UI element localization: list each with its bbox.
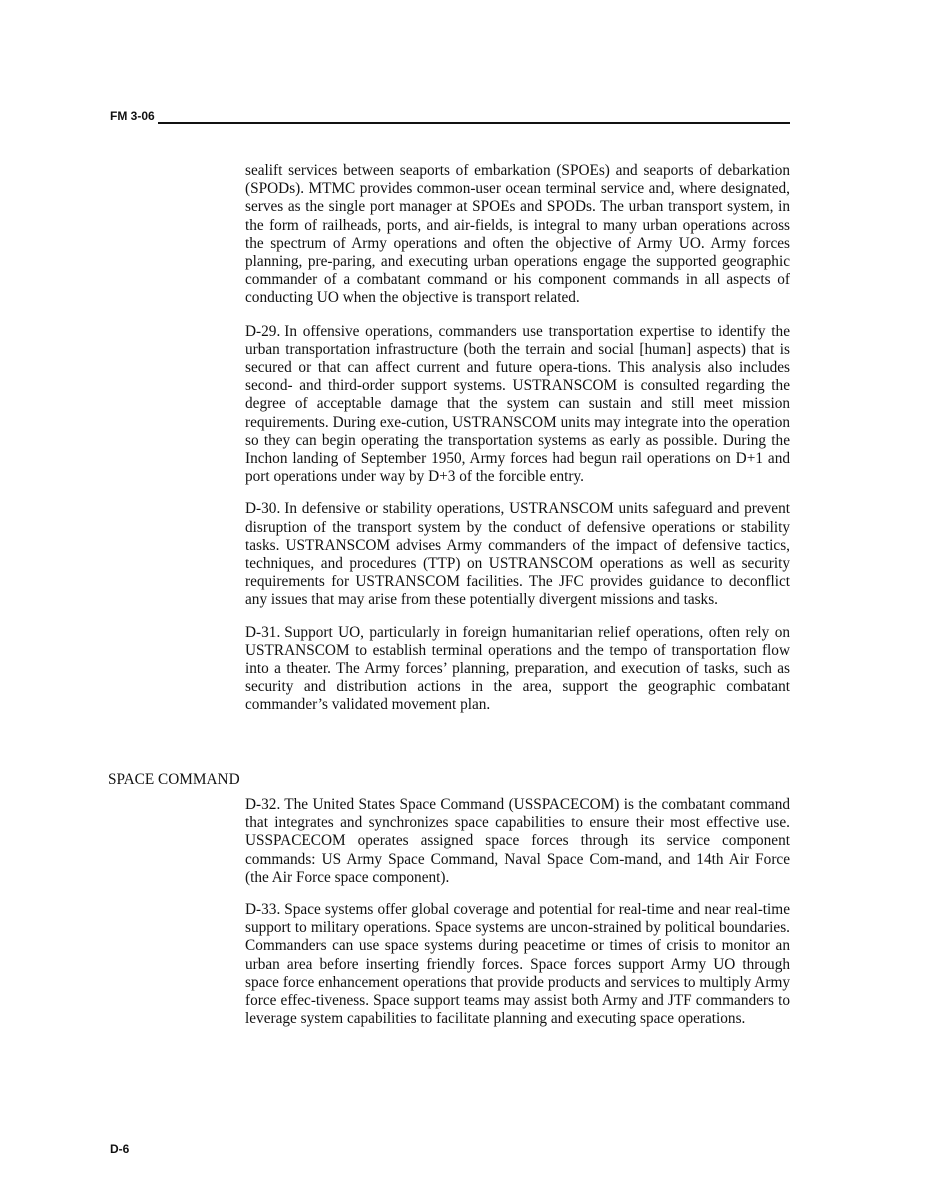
paragraph-d-31 bbox=[245, 624, 790, 715]
header-rule bbox=[158, 122, 790, 124]
paragraph-text: Support UO, particularly in foreign humanitarian relief operations, often rely on USTRANSCOM to establish terminal operations and the tempo of transportation flow into a theater. The Army forces’ planning, preparation, and execution of tasks, such as security and distribution actions in the area, support the geographic combatant commander’s validated movement plan. bbox=[245, 623, 790, 714]
paragraph-text: In offensive operations, commanders use transportation expertise to identify the urban transportation infrastructure (both the terrain and social [human] aspects) that is secured or that can affect current and future opera-tions. This analysis also includes second- and third-order support systems. USTRANSCOM is consulted regarding the degree of acceptable damage that the system can sustain and still meet mission requirements. During exe-cution, USTRANSCOM units may integrate into the operation so they can begin operating the transportation systems as early as possible. During the Inchon landing of September 1950, Army forces had begun rail operations on D+1 and port operations under way by D+3 of the forcible entry. bbox=[245, 322, 790, 486]
paragraph-d-30 bbox=[245, 500, 790, 609]
paragraph-number: D-33. bbox=[245, 901, 281, 919]
paragraph-number: D-32. bbox=[245, 796, 281, 813]
paragraph-d-29 bbox=[245, 323, 790, 487]
section-heading: SPACE COMMAND bbox=[108, 771, 240, 788]
paragraph-d-33 bbox=[245, 901, 790, 1028]
running-header bbox=[110, 108, 790, 126]
paragraph-text: In defensive or stability operations, USTRANSCOM units safeguard and prevent disruption of the transport system by the conduct of defensive operations or stability tasks. USTRANSCOM advises Army commanders of the impact of defensive tactics, techniques, and procedures (TTP) on USTRANSCOM operations as well as security requirements for USTRANSCOM facilities. The JFC provides guidance to deconflict any issues that may arise from these potentially divergent missions and tasks. bbox=[245, 500, 790, 609]
paragraph-text: The United States Space Command (USSPACECOM) is the combatant command that integrates and synchronizes space capabilities to ensure their most effective use. USSPACECOM operates assigned space forces through its service component commands: US Army Space Command, Naval Space Com-mand, and 14th Air Force (the Air Force space component). bbox=[245, 796, 790, 886]
manual-designation: FM 3-06 bbox=[110, 109, 155, 123]
body-column-bottom bbox=[245, 796, 790, 1028]
paragraph-text: sealift services between seaports of embarkation (SPOEs) and seaports of debarkation (SPODs). MTMC provides common-user ocean terminal service and, where designated, serves as the single port manager at SPOEs and SPODs. The urban transport system, in the form of railheads, ports, and air-fields, is integral to many urban operations across the spectrum of Army operations and often the objective of Army UO. Army forces planning, pre-paring, and executing urban operations engage the supported geographic commander of a combatant command or his component commands in all aspects of conducting UO when the objective is transport related. bbox=[245, 162, 790, 307]
paragraph-continuation bbox=[245, 162, 790, 308]
paragraph-text: Space systems offer global coverage and potential for real-time and near real-time support to military operations. Space systems are uncon-strained by political boundaries. Commanders can use space systems during peacetime or times of crisis to monitor an urban area before inserting friendly forces. Space forces support Army UO through space force enhancement operations that provide products and services to multiply Army force effec-tiveness. Space support teams may assist both Army and JTF commanders to leverage system capabilities to facilitate planning and executing space operations. bbox=[245, 901, 790, 1028]
paragraph-number: D-30. bbox=[245, 500, 281, 518]
paragraph-number: D-29. bbox=[245, 322, 281, 340]
body-column-top bbox=[245, 162, 790, 715]
paragraph-d-32 bbox=[245, 796, 790, 887]
page-number: D-6 bbox=[110, 1142, 130, 1156]
paragraph-number: D-31. bbox=[245, 623, 281, 641]
